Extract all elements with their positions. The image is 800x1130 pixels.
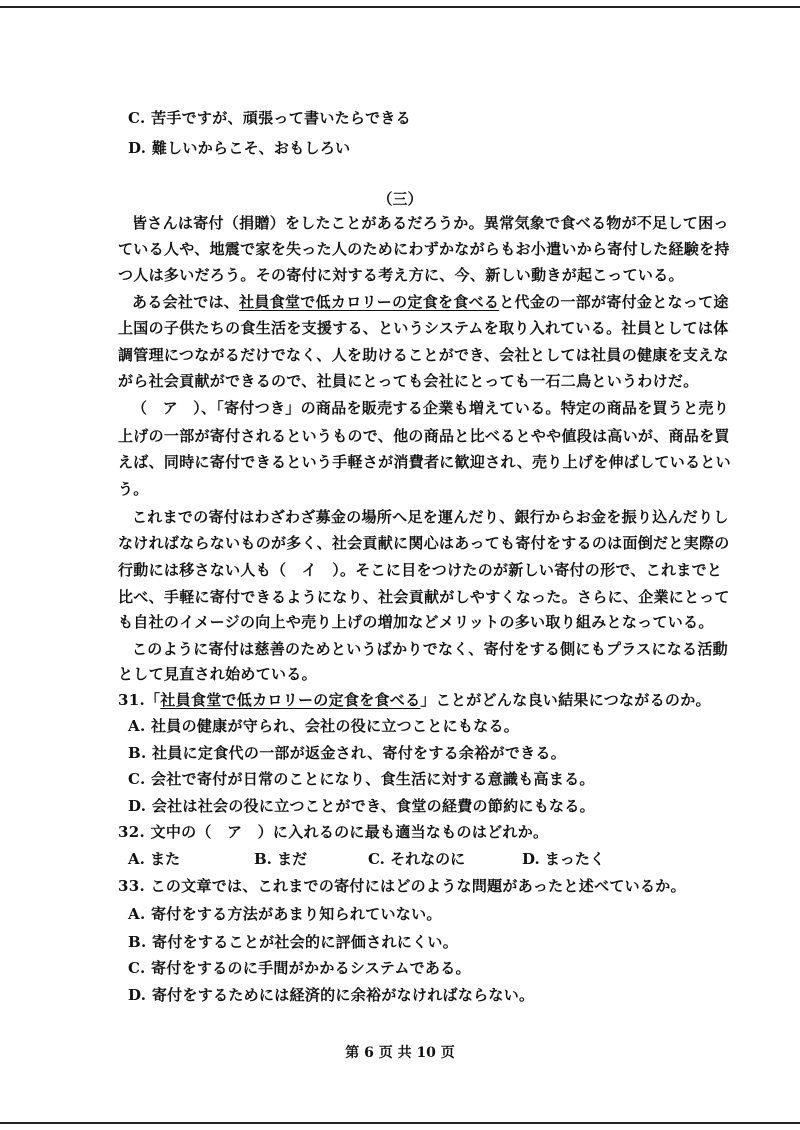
q31-suffix: 」ことがどんな良い結果につながるのか。 — [420, 691, 711, 709]
paragraph-line: として見直され始めている。 — [118, 665, 317, 683]
paragraph-line: 行動には移さない人も（ イ ）。そこに目をつけたのが新しい寄付の形で、これまでと — [118, 561, 723, 579]
paragraph-line: がら社会貢献ができるので、社員にとっても会社にとっても一石二鳥というわけだ。 — [118, 372, 699, 390]
paragraph-line: これまでの寄付はわざわざ募金の場所へ足を運んだり、銀行からお金を振り込んだりし — [132, 508, 729, 526]
top-border-line — [0, 6, 800, 8]
paragraph-line: （ ア ）、「寄付つき」の商品を販売する企業も増えている。特定の商品を買うと売り — [132, 399, 730, 417]
text-span: ある会社では、 — [132, 293, 240, 311]
question-31 — [118, 690, 711, 710]
paragraph-line: ている人や、地震で家を失った人のためにわずかながらもお小遣いから寄付した経験を持 — [118, 240, 730, 258]
q33-option-d: D. 寄付をするためには経済的に余裕がなければならない。 — [128, 986, 535, 1004]
q31-option-c: C. 会社で寄付が日常のことになり、食生活に対する意識も高まる。 — [128, 770, 595, 788]
paragraph-line: えば、同時に寄付できるという手軽さが消費者に歓迎され、売り上げを伸ばしているとい — [118, 453, 731, 471]
q33-option-b: B. 寄付をすることが社会的に評価されにくい。 — [128, 933, 459, 951]
prev-option-c: C. 苦手ですが、頑張って書いたらできる — [128, 109, 411, 127]
paragraph-line: 皆さんは寄付（捐贈）をしたことがあるだろうか。異常気象で食べる物が不足して困っ — [132, 214, 729, 232]
q32-option-a: A. また — [128, 850, 181, 868]
q31-underlined: 社員食堂で低カロリーの定食を食べる — [160, 691, 421, 709]
q33-option-c: C. 寄付をするのに手間がかかるシステムである。 — [128, 959, 471, 977]
underlined-phrase: 社員食堂で低カロリーの定食を食べる — [239, 293, 500, 311]
prev-option-d: D. 難しいからこそ、おもしろい — [128, 139, 351, 157]
paragraph-line: つ人は多いだろう。その寄付に対する考え方に、今、新しい動きが起こっている。 — [118, 266, 684, 284]
paragraph-line: 上げの一部が寄付されるというもので、他の商品と比べるとやや値段は高いが、商品を買 — [118, 427, 730, 445]
page-footer: 第 6 页 共 10 页 — [345, 1045, 455, 1061]
paragraph-line: 調管理につながるだけでなく、人を助けることができ、会社としては社員の健康を支えな — [118, 346, 729, 364]
q32-option-d: D. まったく — [522, 850, 605, 868]
paragraph-line — [132, 292, 729, 312]
q31-prefix: 31.「 — [118, 691, 161, 709]
q31-option-a: A. 社員の健康が守られ、会社の役に立つことにもなる。 — [128, 717, 520, 735]
paragraph-line: なければならないものが多く、社会貢献に関心はあっても寄付をするのは面倒だと実際の — [118, 534, 730, 552]
paragraph-line: も自社のイメージの向上や売り上げの増加などメリットの多い取り組みとなっている。 — [118, 613, 714, 631]
paragraph-line: 比べ、手軽に寄付できるようになり、社会貢献がしやすくなった。さらに、企業にとって — [118, 588, 730, 606]
q31-option-d: D. 会社は社会の役に立つことができ、食堂の経費の節約にもなる。 — [128, 797, 595, 815]
q32-option-b: B. まだ — [254, 850, 308, 868]
q31-option-b: B. 社員に定食代の一部が返金され、寄付をする余裕ができる。 — [128, 744, 567, 762]
bottom-border-line — [0, 1122, 800, 1124]
question-33: 33. この文章では、これまでの寄付にはどのような問題があったと述べているか。 — [118, 877, 686, 895]
paragraph-line: 上国の子供たちの食生活を支援する、というシステムを取り入れている。社員としては体 — [118, 319, 729, 337]
paragraph-line: このように寄付は慈善のためというばかりでなく、寄付をする側にもプラスになる活動 — [132, 640, 728, 658]
q33-option-a: A. 寄付をする方法があまり知られていない。 — [128, 905, 442, 923]
q32-option-c: C. それなのに — [368, 850, 466, 868]
question-32: 32. 文中の（ ア ）に入れるのに最も適当なものはどれか。 — [118, 823, 549, 841]
text-span: と代金の一部が寄付金となって途 — [499, 293, 729, 311]
section-title: （三） — [377, 190, 423, 208]
q32-options — [128, 848, 688, 868]
paragraph-line: う。 — [118, 480, 149, 498]
